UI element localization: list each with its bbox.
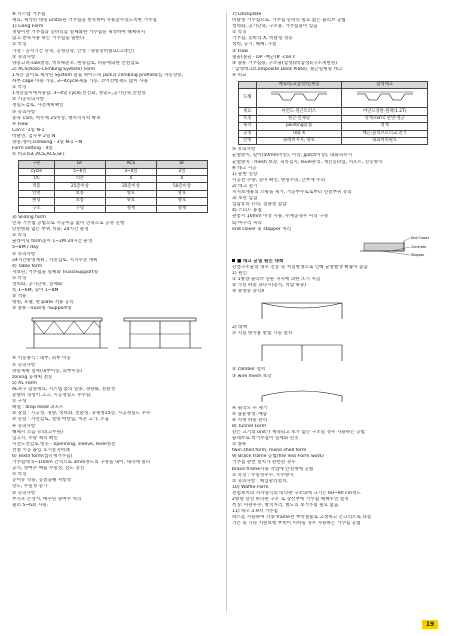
label-end-closer: End Closer	[411, 235, 430, 240]
text-line: 전엽보이의 격자형식의 바닥판 구조의에 크기는 60~90 cm정도	[232, 490, 361, 496]
table-cell: 철재	[342, 123, 428, 130]
text-line: 1개층 높이로 제작된 System 폼을 하이드릭 jack과 climbing profile와를 자동상승,	[12, 72, 184, 78]
text-line: 박탈면, 검사후 2일 N	[12, 133, 56, 139]
text-line: Con'c ·1일 N-1	[12, 127, 45, 133]
al-textile-form-block	[12, 356, 218, 508]
table-header-cell: SF	[156, 161, 207, 168]
text-line: ④ 유의사항	[12, 423, 36, 429]
left-intro-block	[12, 12, 218, 158]
text-line: 2방향 장선 바닥판 구조 로 장선부에 거푸집 해체우연 설치	[232, 497, 349, 503]
table-row-diagram	[239, 89, 428, 108]
text-line: 정밀도검토, 사전계획확인	[12, 103, 64, 109]
text-line: ① 특징	[12, 85, 27, 91]
text-line: 11) 하오 3.9치 거푸집	[232, 509, 278, 515]
deck-construction-block	[232, 147, 438, 232]
table-cell-diagram	[256, 89, 342, 108]
table-cell: 5~6일	[54, 168, 105, 175]
text-line: ① 특징	[232, 30, 247, 36]
table-cell: 특징	[239, 115, 257, 122]
table-header-cell: GF	[54, 161, 105, 168]
text-line: 공식, 양여수 배출 수밀성, 강도 증진	[12, 466, 85, 472]
text-line: ※ 시스템 거푸집	[12, 12, 46, 17]
text-line: 1) 원인	[232, 270, 248, 276]
text-line: ④ 이동방식 : 내부, 외부 이동	[12, 356, 71, 362]
column-divider	[226, 12, 227, 612]
crack-cause-diagrams	[232, 297, 438, 323]
text-line: ① 특징	[12, 233, 27, 239]
text-line: 기온 및 기타 지원보행 부쪽이 이하일 경우 사용하는 거푸집 공법	[232, 521, 361, 527]
text-line: ⑤ 유의사항	[232, 147, 256, 153]
text-line: ③ 종류 -Truss형 -Support형	[12, 306, 72, 312]
text-line: 6) Textil form(섬유재거푸집)	[12, 453, 73, 459]
text-line: ① 구성	[12, 399, 27, 405]
table-cell: T/C	[19, 176, 55, 183]
text-line: ⑤ 유의사항	[12, 362, 36, 368]
left-column	[12, 12, 218, 509]
text-line: 성력화, 공기단축, 일체화	[12, 282, 63, 288]
text-line: ④ Flow	[12, 121, 29, 127]
table-cell: 제작	[239, 123, 257, 130]
text-line: ② 적용	[12, 294, 27, 300]
table-cell: 2일	[156, 168, 207, 175]
table-header-row	[239, 82, 428, 89]
text-line: 증량비 경성이 크고, 시공정밀도 우수함.	[12, 393, 92, 399]
text-line: 5~8M / day	[12, 245, 39, 251]
text-line: zoning 등계획 전동	[12, 374, 53, 380]
table-form-diagram	[12, 314, 218, 354]
table-header-cell: ACS	[105, 161, 156, 168]
text-line: 특징: 미관우수, 방직처리, 별도의 보거푸집 필요 없음	[232, 503, 339, 509]
text-line: 폭 1~6M, 길이 1~8M	[12, 288, 59, 294]
text-line: 거푸집 관련 설치가 관련된 경우	[232, 460, 296, 466]
camber-diagram	[232, 382, 438, 404]
text-line: 4) Table form	[12, 263, 43, 269]
section-heading-deck-crack: ■ 데크 균열 원인 대책	[232, 259, 438, 265]
text-line: 2) ACS(Auto-Climbing System) Form	[12, 66, 96, 72]
table-row	[239, 130, 428, 137]
text-line: 같은 크기의 unit가 계속되고 보가 없는 구조일 경우 사용하는 공법	[232, 430, 365, 435]
table-row	[19, 205, 208, 212]
text-line: 5) 마구리 처리	[232, 220, 262, 226]
text-line: ② 유의사항	[12, 251, 36, 257]
text-line: 3) Sliding form	[12, 214, 46, 220]
text-line: ③ 양생중 충격X	[232, 289, 265, 295]
table-cell: pointing용접	[256, 123, 342, 130]
text-line: ⑥ 적재 하중 관리	[232, 417, 268, 423]
text-line: 1개층높이에적용함, 3~4일 cycle,선진화, 정밀도,공기단축,안전성	[12, 91, 146, 97]
text-line: brace frame사용 작업에 안전계에 공법	[232, 466, 314, 472]
text-line: 거푸집에 5~10mm 간격으로 3mm정도의 구멍을 내어, 내측에 필터	[12, 460, 151, 466]
text-line: 7) Deckplate	[232, 12, 262, 17]
table-cell: 아연도강판·철재(1.2T)	[342, 108, 428, 115]
table-cell: 아연도·철근트러스	[256, 108, 342, 115]
text-line: ④ 비교	[232, 72, 247, 78]
text-line: ② 유의사항	[12, 54, 36, 60]
text-line: end closer 및 stopper 처리	[232, 226, 292, 232]
formwork-comparison-table	[18, 160, 208, 213]
text-line: 경량이면 거푸집과 동바리를 일체화한 거푸집을 제작하여 해체하지	[12, 30, 146, 36]
table-cell: 3~4일	[105, 168, 156, 175]
table-header-cell	[239, 82, 257, 89]
table-row	[19, 168, 208, 175]
table-row	[239, 108, 428, 115]
table-cell: 슬래쉬지지, 양호	[256, 137, 342, 144]
text-line: 10) Waffle Form	[232, 484, 269, 490]
text-line: 지보된, 거푸집을 일체화 Truss/Support형	[12, 269, 99, 275]
crack-measure-block	[232, 325, 438, 337]
text-line: ③ 유의사항	[12, 109, 36, 115]
table-header-cell: 합성데크	[342, 82, 428, 89]
text-line: 연속 거푸집 공법으로 시공이음 없이 연속으로 공정 진행	[12, 221, 125, 227]
text-line: 재료, 제작된 대형 unit화된 거푸집을 반복하여 사용할수있도록한 거푸집	[12, 18, 157, 24]
text-line: ※ 데크 시공	[232, 165, 257, 171]
camber-figure	[232, 382, 432, 404]
table-cell: 50층이상	[156, 183, 207, 190]
deckplate-comparison-table	[238, 81, 428, 145]
text-line: 슬래브로 벽거푸집이 일체화 된것	[232, 436, 299, 442]
text-line: 시공전 수량, 길이 확인, 변형주의, 간부재 우의	[232, 177, 326, 183]
text-line: ① 특징 : 수일성우수, 누수방지	[232, 472, 294, 478]
table-header-cell: 페로데크(합성)일체형	[256, 82, 342, 89]
label-stopper: Stopper	[411, 252, 425, 257]
page-number: 19	[422, 620, 438, 629]
text-line: 균열방지 : mesh 보강, 피복검지, level관리, 재진동타입, 서포트, 진동방지	[232, 159, 383, 165]
table-cell: 25층이상	[54, 183, 105, 190]
text-line: 성력, 공기, 해체, 가설	[232, 42, 277, 48]
text-line: ① 종류	[232, 442, 247, 448]
text-line: 슬라이딩 form높이 1~2M 24시간 운영	[12, 239, 93, 245]
text-line: 비탈형 거푸집으로, 거푸집 동바리 필요 없는 슬리브 공법	[232, 18, 346, 24]
text-line: ① 특징	[12, 275, 27, 281]
tunnel-brace-waffle-block	[232, 406, 438, 528]
support-column-diagram	[232, 339, 438, 365]
text-line: 관통시 16mm 이상 사용, 두께공경우 미리 구멍	[232, 214, 329, 220]
sliding-table-form-block	[12, 215, 218, 313]
table-cell: cycle	[19, 168, 55, 175]
table-row	[239, 123, 428, 130]
text-line: 3) 보관 입합	[232, 196, 258, 202]
text-line: 부직포 손상시, 배수된 양여수 처리	[12, 496, 82, 502]
table-cell: X	[156, 176, 207, 183]
table-cell: 구형	[54, 205, 105, 212]
text-line: ① 지점 방지용 받침 기둥 설치	[232, 331, 293, 337]
table-cell: 보통	[54, 198, 105, 205]
text-line: 거푸집, 동바리 X, 비탈형 성능	[232, 36, 293, 42]
text-line: 24시간운영계획 , 사전검토, 지지수준 계획	[12, 257, 98, 263]
text-line: 필터 5~6회 사용,	[12, 502, 49, 508]
table-row	[19, 176, 208, 183]
text-line: 양중계획 절차(내부이동, 외부이동)	[12, 368, 83, 374]
table-cell: 양호	[156, 198, 207, 205]
table-cell: 내화처리필요	[342, 137, 428, 144]
text-line: 않고 반복사용 하는 거푸집을 말한다	[12, 36, 85, 42]
text-line: 시전도전검토 항곳 - openning, sleeve, level명전	[12, 441, 116, 447]
deckplate-block	[232, 12, 438, 79]
table-cell: 구조	[19, 205, 55, 212]
table-cell: 안전	[19, 190, 55, 197]
table-cell: 양호	[105, 190, 156, 197]
text-line: 철골(철골 - DP -배근)# -con'c	[232, 54, 296, 60]
text-line: 동어유 작용, 동결융해 저항성	[12, 478, 72, 484]
text-line: ④ 필리오 수 제거	[232, 405, 268, 411]
table-header-row	[19, 161, 208, 168]
text-line: 1) Gang Form	[12, 24, 44, 30]
table-cell: 철근·일체형	[256, 115, 342, 122]
text-line: 패널 : drop head 피포트	[12, 405, 64, 411]
text-line: ② Flow	[232, 48, 249, 54]
table-cell-diagram	[342, 89, 428, 108]
table-cell: 재료	[239, 108, 257, 115]
table-cell: 강재·con'c 단면·철근	[342, 115, 428, 122]
text-line: 입고시, 수량 체직 확인	[12, 435, 58, 441]
text-line: ① 특징	[12, 42, 27, 48]
text-line: 양중고려·size결정, 벽리체분포, 변형검토, 비용에의한 안전검토	[12, 60, 140, 66]
text-line: 4) 스터드 용접	[232, 208, 262, 214]
text-line: 풍속 15m, 벽두께 25이상, 앵커지지력 확보	[12, 115, 101, 121]
right-column	[232, 12, 438, 528]
table-cell: 양호	[105, 198, 156, 205]
text-line: ⑤ 비교(GF,ACS,ACS,SF)	[12, 152, 65, 158]
text-line: ① 1방향 슬라브 단순 지지에 의한 조기 처짐	[232, 276, 321, 282]
table-cell: 35층이상	[105, 183, 156, 190]
text-line: Form setting · 4일	[12, 146, 53, 152]
text-line: ② 가설 하중 과다시(중적, 적업 하중)	[232, 283, 307, 289]
deck-section-icon	[355, 90, 415, 104]
text-line: 2) 대책	[232, 325, 248, 331]
table-cell: 철재	[156, 205, 207, 212]
text-line: 하부 cage 이용 가능, 3~4cycle제품 가능, 코어선행제도 많이 사용	[12, 79, 149, 85]
deflection-figure	[232, 297, 432, 323]
text-line: 지지보재용의 오평을 제거, 거동부주로로부터 연결부위 유의	[232, 190, 352, 196]
text-line: ③ 종류 거푸집용, 구조용(합성)(비합성)(구조재현성)	[232, 60, 338, 66]
text-line: 해체시 소음 유의(고무원)	[12, 429, 63, 435]
table-cell: 보통	[54, 190, 105, 197]
table-cell: 내화 X	[256, 130, 342, 137]
text-line: 전열 시공 출입 호기문지비례	[12, 447, 70, 453]
text-line: 단면변화 없는 부위 적용, 24시간 운영	[12, 227, 89, 233]
table-row	[19, 183, 208, 190]
table-cell: 적용	[19, 183, 55, 190]
text-line: 양중,앵커,climbing · 3일 N-1 ~N	[12, 139, 83, 145]
table-cell: 공정	[239, 130, 257, 137]
text-line: ② 장점 : 시공성, 경량, 성력화, 전환성, 경제성25층, 시공정밀도 우수	[12, 411, 151, 417]
table-row	[19, 198, 208, 205]
text-line: ② 유의사항	[12, 490, 36, 496]
deck-section-icon	[269, 90, 329, 104]
text-line: 2) 데크 걸기	[232, 183, 258, 189]
text-line: : 합성데크(Composite Deck Plate), 철근일체형 데크	[232, 66, 343, 72]
text-line: 병원, 호텔, 판 plate 적용 공리	[12, 300, 74, 306]
table-cell: 의존	[54, 176, 105, 183]
text-line: ② 시공유의사항	[12, 97, 45, 103]
text-line: AL폭구 합성재료, 시스템 폼의 일종, 경량화, 전환성	[12, 386, 116, 392]
text-line: 1) 운반 연장	[232, 171, 258, 177]
end-closer-figure	[232, 235, 438, 257]
table-cell: X	[105, 176, 156, 183]
text-line: ③ wire mesh 보강	[232, 373, 272, 379]
text-line: 입합봉의 유의, 점용절 합합	[232, 202, 287, 208]
table-cell: 철재	[105, 205, 156, 212]
truss-support-figure	[12, 314, 212, 354]
text-line: 성력화, 공기단축, 구조용, 거푸집용이 있음	[232, 24, 318, 30]
camber-mesh-block	[232, 367, 438, 379]
text-line: ② 유의사항 : 해입관리설치,	[232, 478, 288, 484]
text-line: 8) Tunnel Form	[232, 423, 267, 429]
table-row	[239, 137, 428, 144]
text-line: ① 특징	[12, 472, 27, 478]
text-line: ⑤ 습윤양생, 배합	[232, 411, 268, 417]
table-cell: 양호	[156, 190, 207, 197]
table-cell: 도해	[239, 89, 257, 108]
text-line: ② camber 설치	[232, 367, 266, 373]
table-cell: 변형	[19, 198, 55, 205]
square-bullet-icon	[232, 259, 235, 262]
crack-cause-block	[232, 265, 438, 295]
text-line: 5) AL Form	[12, 380, 37, 386]
table-cell: 안정	[239, 137, 257, 144]
text-line: 9) Brace frame 공법(fire less Form work)	[232, 454, 324, 460]
text-line: twin shell form, mono shell form	[232, 448, 307, 454]
end-closer-diagram	[232, 235, 438, 257]
table-header-cell: 구분	[19, 161, 55, 168]
text-line: 강도, 수밀성 증가	[12, 484, 48, 490]
text-line: 하스를 사용하여 각종 frame관 부착철물로 고정하고 콘크리트로 타설	[232, 515, 372, 521]
table-cell: 배근,슬리브모터교,전기	[342, 130, 428, 137]
table-row	[19, 190, 208, 197]
table-row	[239, 115, 428, 122]
text-line: ③ 단점 : 사전검토, 설명 마련됨, 처준 고가, 소음	[12, 417, 110, 423]
text-line: 균열방지, 길이(50mm미만), 이상, Jpitch이상), 내화피복시	[232, 153, 353, 159]
label-concrete: Concrete	[411, 244, 427, 249]
support-column-figure	[232, 339, 432, 365]
text-line: 가장 : 공사기간 단축, 공정단축, 안정 : 양중장비필요(크레인)	[12, 48, 134, 54]
text-line: 강결구조물의 경우 진동 및 처짐방생으로 인해 균열발생 확률이 높음	[232, 264, 368, 270]
